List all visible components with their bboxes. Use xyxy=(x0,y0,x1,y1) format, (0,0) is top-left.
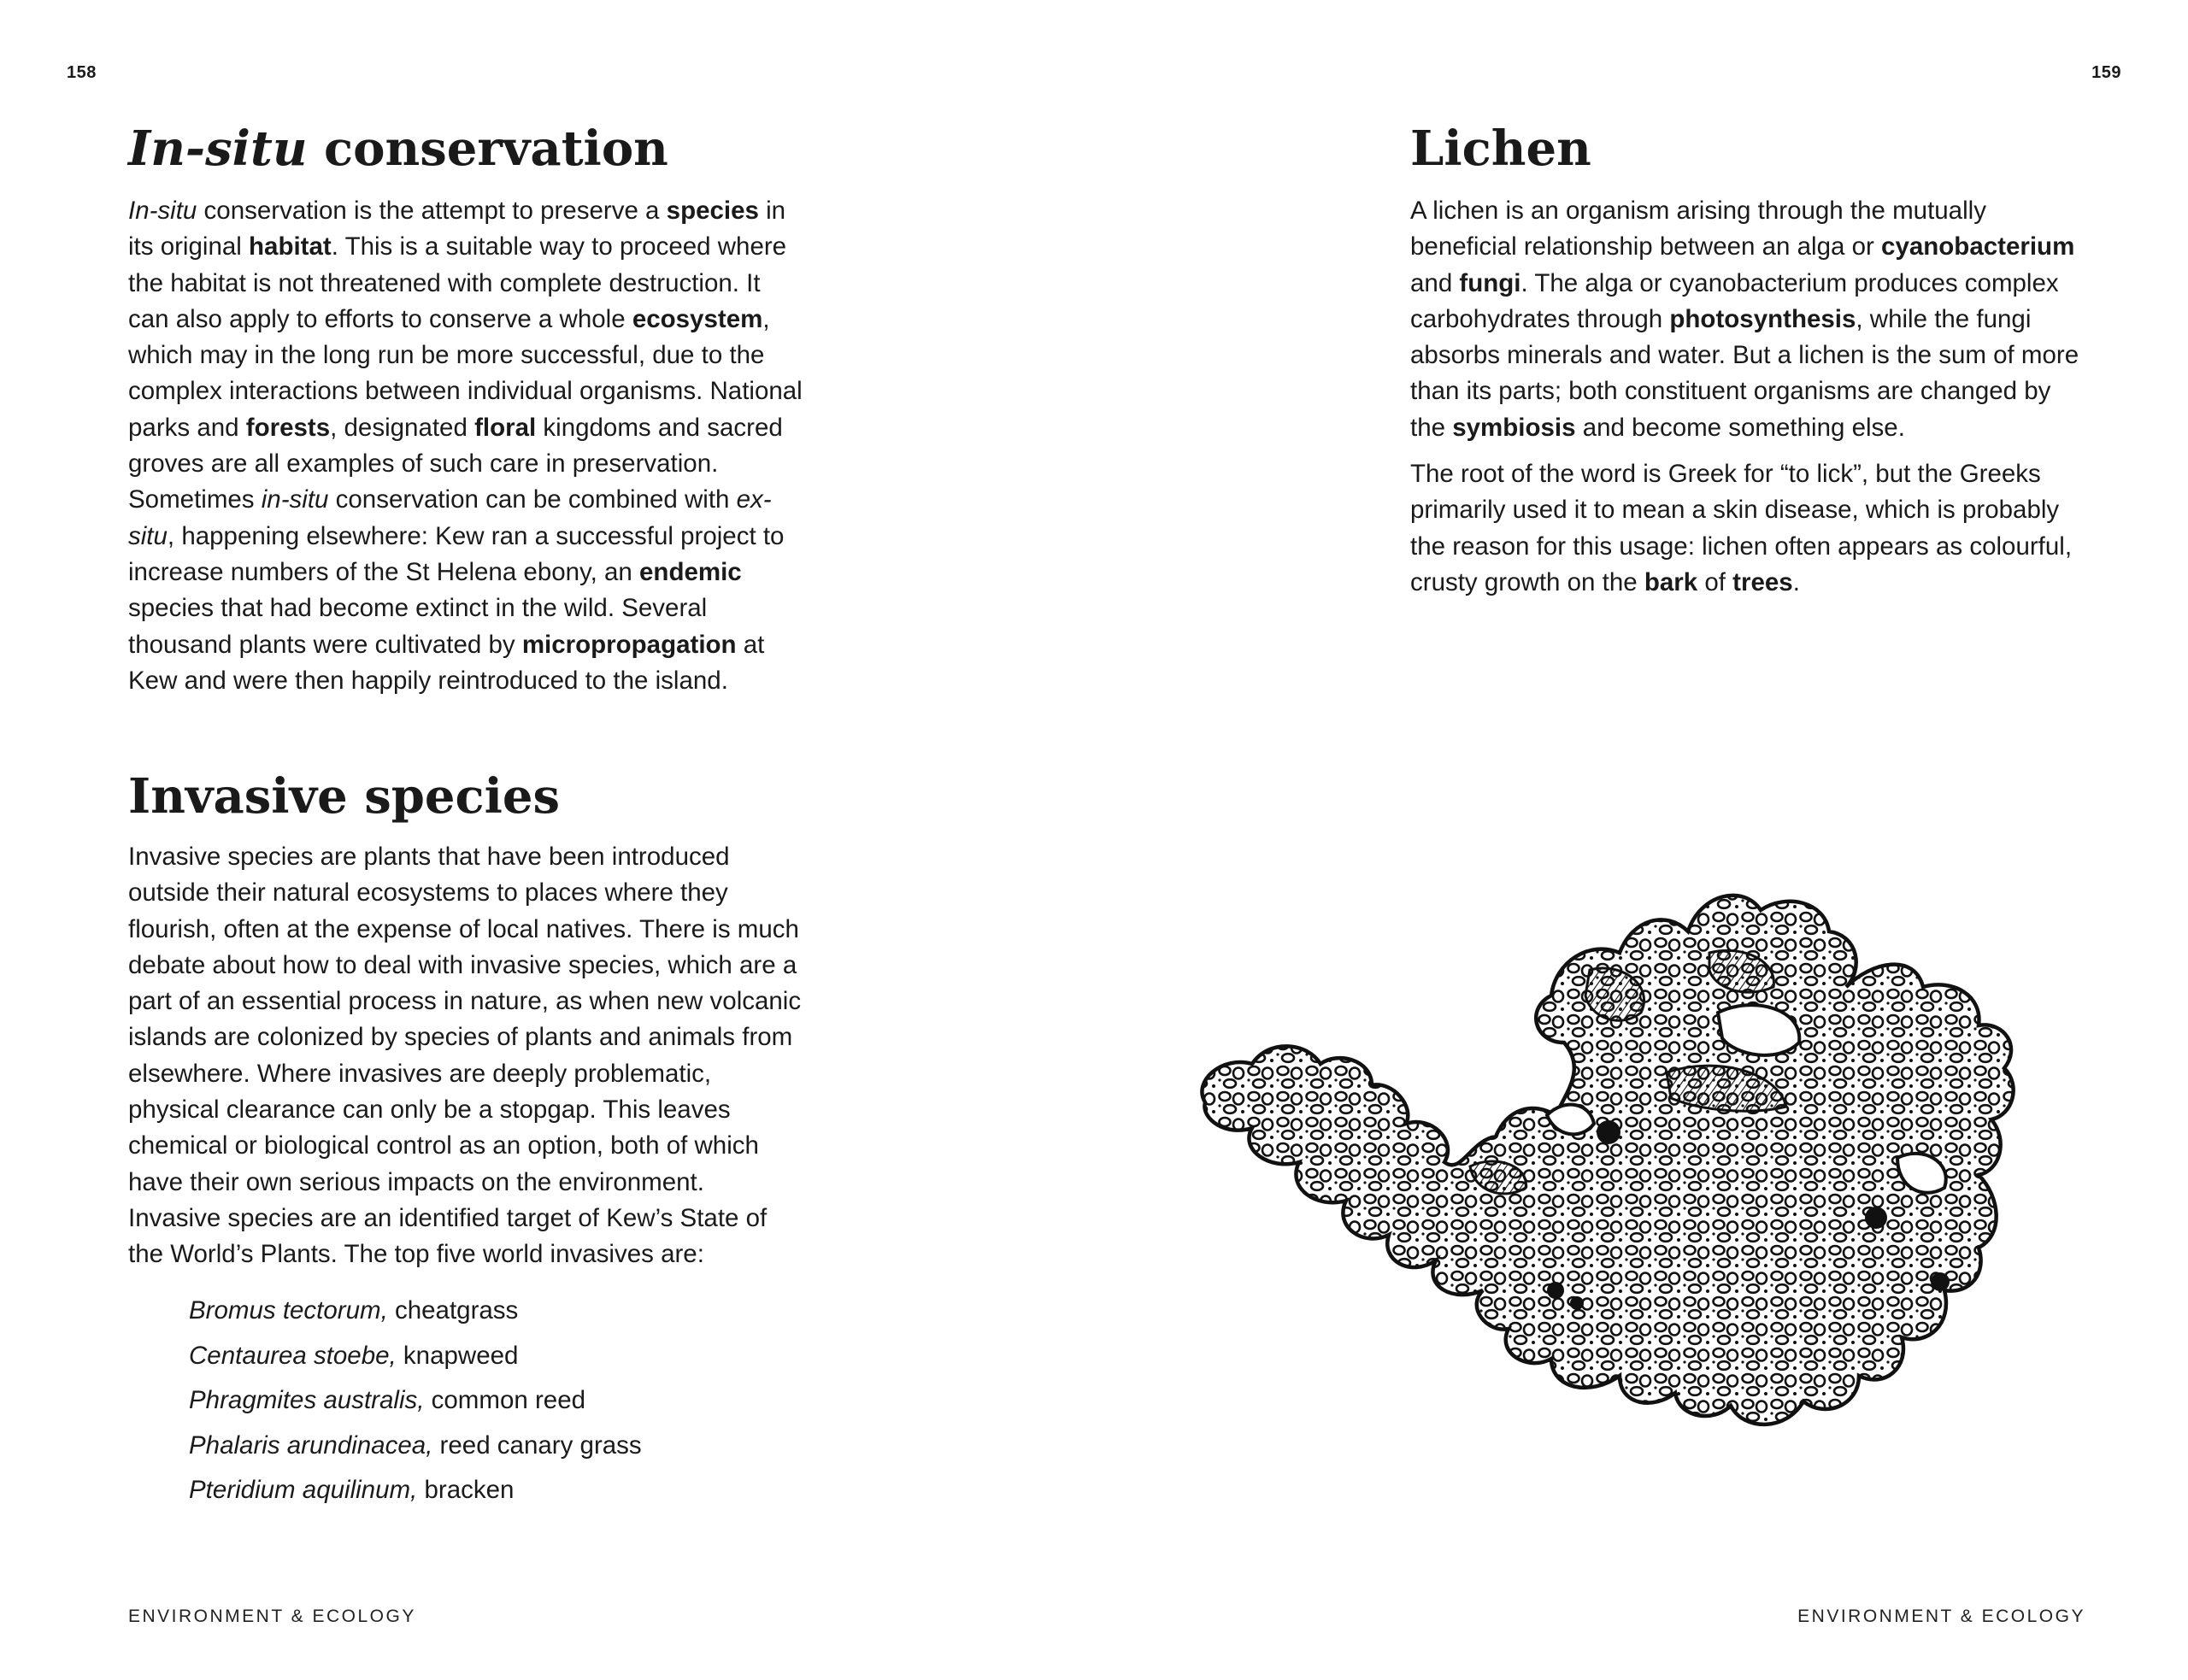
heading-invasive-species: Invasive species xyxy=(128,768,561,825)
heading-rest-part: conservation xyxy=(307,120,668,177)
list-item: Phragmites australis, common reed xyxy=(189,1386,586,1414)
lichen-illustration-icon xyxy=(1188,859,2128,1457)
running-footer-right: ENVIRONMENT & ECOLOGY xyxy=(1797,1607,2085,1626)
page-number-left: 158 xyxy=(67,63,97,82)
invasive-species-list xyxy=(189,1289,642,1513)
heading-italic-part: In-situ xyxy=(128,120,308,177)
running-footer-left: ENVIRONMENT & ECOLOGY xyxy=(128,1607,416,1626)
invasive-species-body: Invasive species are plants that have been introduced outside their natural ecosystems to places where they flourish, often at the expense of local natives. There is much debate about how to deal with invasive species, which are a part of an essential process in nature, as when new volcanic islands are colonized by species of plants and animals from elsewhere. Where invasives are deeply problematic, physical clearance can only be a stopgap. This leaves chemical or biological control as an option, both of which have their own serious impacts on the environment. Invasive species are an identified target of Kew’s State of the World’s Plants. The top five world invasives are: xyxy=(128,843,802,1269)
list-item: Centaurea stoebe, knapweed xyxy=(189,1341,519,1370)
in-situ-body: In-situ conservation is the attempt to preserve a species in its original habitat. This is a suitable way to proceed where the habitat is not threatened with complete destruction. It can also apply to efforts to conserve a whole ecosystem, which may in the long run be more successful, due to the complex interactions between individual organisms. National parks and forests, designated floral kingdoms and sacred groves are all examples of such care in preservation. Sometimes in-situ conservation can be combined with ex-situ, happening elsewhere: Kew ran a successful project to increase numbers of the St Helena ebony, an endemic species that had become extinct in the wild. Several thousand plants were cultivated by micropropagation at Kew and were then happily reintroduced to the island. xyxy=(128,197,803,695)
lichen-paragraph-1: A lichen is an organism arising through the mutually beneficial relationship between an alga or cyanobacterium and fungi. The alga or cyanobacterium produces complex carbohydrates through photosynthesis, while the fungi absorbs minerals and water. But a lichen is the sum of more than its parts; both constituent organisms are changed by the symbiosis and become something else. xyxy=(1410,197,2079,442)
lichen-paragraph-2: The root of the word is Greek for “to lick”, but the Greeks primarily used it to mean a skin disease, which is probably the reason for this usage: lichen often appears as colourful, crusty growth on the bark of trees. xyxy=(1410,460,2073,596)
list-item: Pteridium aquilinum, bracken xyxy=(189,1476,515,1504)
lichen-body xyxy=(1410,193,2085,601)
list-item: Phalaris arundinacea, reed canary grass xyxy=(189,1430,642,1460)
list-item: Bromus tectorum, cheatgrass xyxy=(189,1296,519,1325)
heading-in-situ-conservation xyxy=(128,120,668,177)
page-number-right: 159 xyxy=(2091,63,2121,82)
heading-lichen: Lichen xyxy=(1410,120,1591,177)
